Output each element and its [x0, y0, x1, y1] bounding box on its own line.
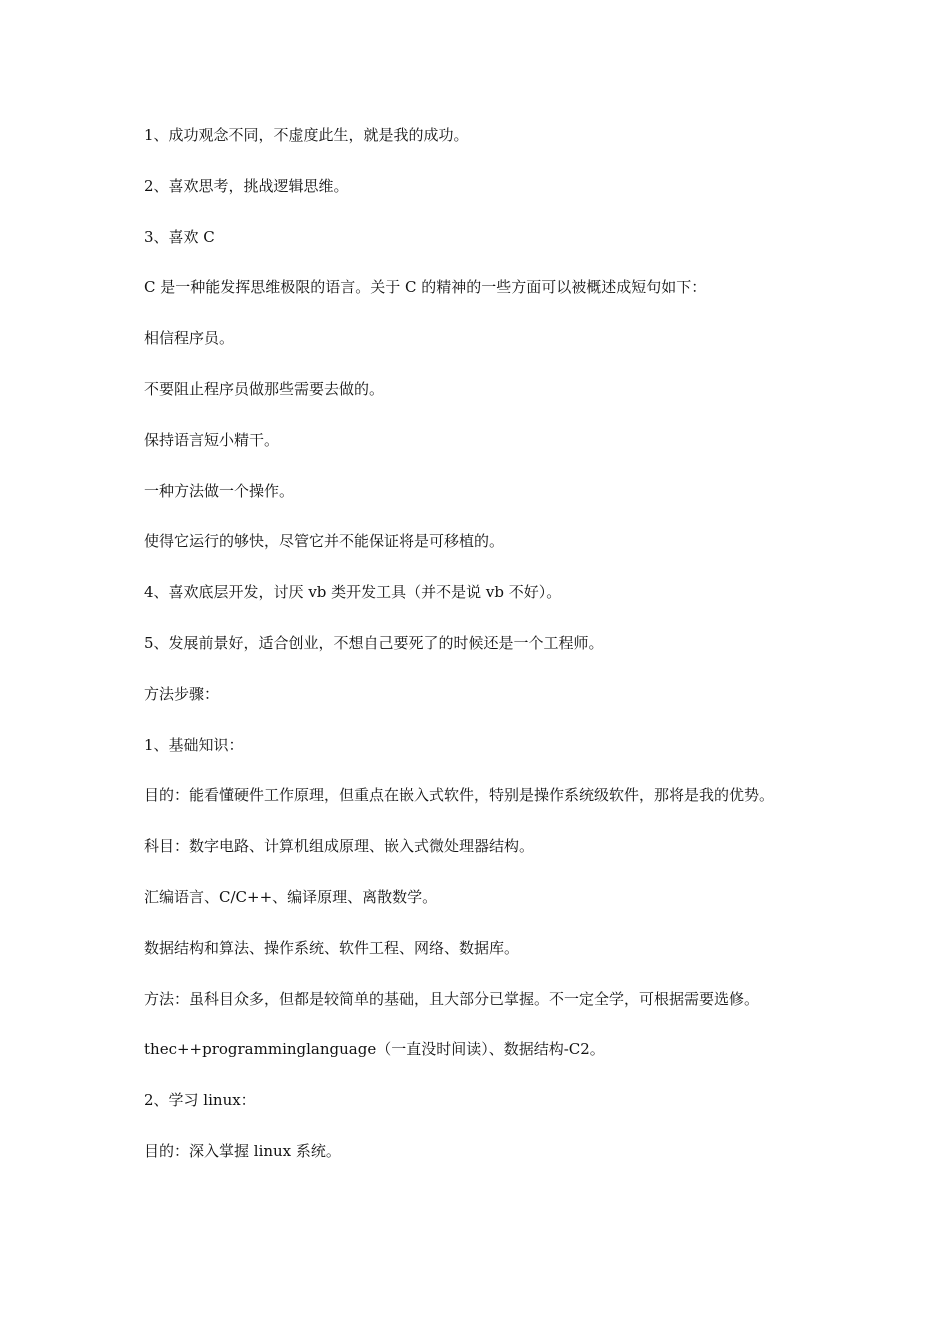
paragraph: 数据结构和算法、操作系统、软件工程、网络、数据库。: [144, 938, 520, 957]
paragraph: 1、成功观念不同，不虚度此生，就是我的成功。: [144, 126, 469, 144]
paragraph: thec++programminglanguage（一直没时间读）、数据结构-C2。: [144, 1040, 605, 1059]
paragraph: 一种方法做一个操作。: [144, 481, 295, 500]
paragraph: 4、喜欢底层开发，讨厌 vb 类开发工具（并不是说 vb 不好）。: [144, 583, 562, 602]
paragraph: 目的：能看懂硬件工作原理，但重点在嵌入式软件，特别是操作系统级软件，那将是我的优势。: [144, 786, 775, 805]
paragraph: C 是一种能发挥思维极限的语言。关于 C 的精神的一些方面可以被概述成短句如下：: [144, 278, 707, 297]
paragraph: 2、学习 linux：: [144, 1091, 256, 1110]
paragraph: 方法：虽科目众多，但都是较简单的基础，且大部分已掌握。不一定全学，可根据需要选修。: [144, 989, 760, 1008]
paragraph: 汇编语言、C/C++、编译原理、离散数学。: [144, 887, 438, 906]
paragraph: 5、发展前景好，适合创业，不想自己要死了的时候还是一个工程师。: [144, 633, 604, 652]
document-body: [144, 110, 824, 1177]
paragraph: 2、喜欢思考，挑战逻辑思维。: [144, 176, 349, 195]
paragraph: 科目：数字电路、计算机组成原理、嵌入式微处理器结构。: [144, 837, 535, 856]
paragraph: 目的：深入掌握 linux 系统。: [144, 1141, 341, 1160]
paragraph: 不要阻止程序员做那些需要去做的。: [144, 379, 385, 398]
paragraph: 1、基础知识：: [144, 735, 244, 754]
paragraph: 3、喜欢 C: [144, 227, 215, 246]
paragraph: 使得它运行的够快，尽管它并不能保证将是可移植的。: [144, 532, 505, 551]
paragraph: 相信程序员。: [144, 329, 235, 348]
paragraph: 保持语言短小精干。: [144, 430, 280, 449]
paragraph: 方法步骤：: [144, 684, 220, 703]
